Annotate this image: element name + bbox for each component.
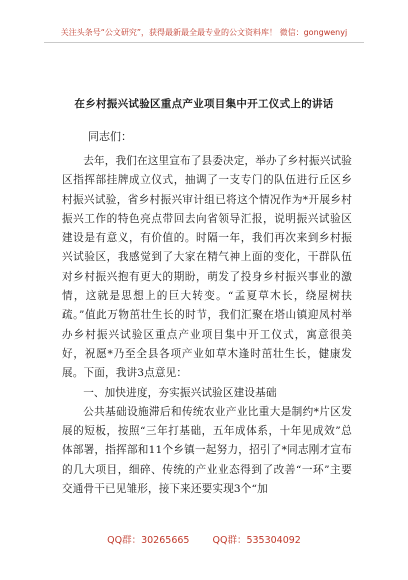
document-body <box>62 152 352 499</box>
section-paragraph: 公共基础设施滞后和传统农业产业比重大是制约*片区发展的短板，按照“三年打基础，五年成体系，十年见成效”总体部署，指挥部和11个乡镇一起努力，招引了*同志刚才宣布的几大项目，细碎、传统的产业业态得到了改善“一环”主要交通骨干已见雏形，接下来还要实现3个“加 <box>62 405 352 496</box>
section-heading: 一、加快进度，夯实振兴试验区建设基础 <box>83 386 277 399</box>
footer-qq-group-2: QQ群：535304092 <box>212 535 301 546</box>
page-footer <box>0 532 408 546</box>
footer-qq-group-1: QQ群：30265665 <box>107 535 190 546</box>
page-header <box>0 0 408 62</box>
salutation: 同志们： <box>88 130 132 143</box>
header-divider <box>44 42 364 43</box>
header-promo-text: 关注头条号“公文研究”，获得最新最全最专业的公文资料库！ 微信：gongwenyj <box>60 28 348 37</box>
body-paragraph: 去年，我们在这里宣布了县委决定，举办了乡村振兴试验区指挥部挂牌成立仪式，抽调了一支专门的队伍进行丘区乡村振兴试验，省乡村振兴审计组已将这个情况作为*开展乡村振兴工作的特色亮点带回去向省领导汇报，说明振兴试验区建设是有意义，有价值的。时隔一年，我们再次来到乡村振兴试验区，我感觉到了大家在精气神上面的变化，干群队伍对乡村振兴抱有更大的期盼，萌发了投身乡村振兴事业的激情，这就是思想上的巨大转变。“孟夏草木长，绕屋树扶疏。”值此万物茁壮生长的时节，我们汇聚在塔山镇迎凤村举办乡村振兴试验区重点产业项目集中开工仪式，寓意很美好，祝愿*乃至全县各项产业如草木逢时茁壮生长，健康发展。下面，我讲3点意见： <box>62 155 352 380</box>
document-title: 在乡村振兴试验区重点产业项目集中开工仪式上的讲话 <box>74 98 334 110</box>
